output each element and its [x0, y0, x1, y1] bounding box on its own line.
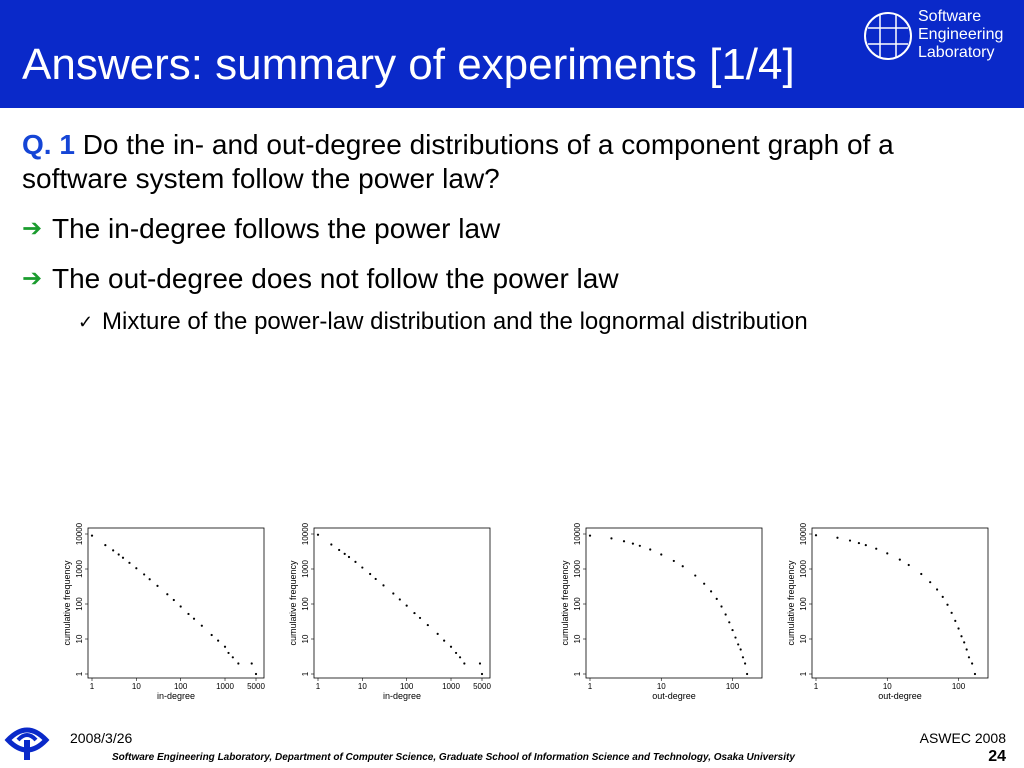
- data-point: [91, 535, 93, 537]
- data-point: [875, 548, 877, 550]
- y-axis-label: cumulative frequency: [786, 560, 796, 646]
- data-point: [639, 545, 641, 547]
- question-text: Do the in- and out-degree distributions of a component graph of a software system follow the power law?: [22, 129, 894, 194]
- data-point: [361, 566, 363, 568]
- y-axis-label: cumulative frequency: [288, 560, 298, 646]
- data-point: [966, 648, 968, 650]
- x-tick-label: 100: [725, 682, 740, 691]
- data-point: [227, 652, 229, 654]
- data-point: [419, 617, 421, 619]
- x-tick-label: 100: [399, 682, 414, 691]
- data-point: [858, 542, 860, 544]
- data-point: [354, 561, 356, 563]
- data-point: [437, 633, 439, 635]
- y-tick-label: 10: [301, 634, 310, 644]
- data-point: [703, 583, 705, 585]
- data-point: [382, 584, 384, 586]
- data-point: [399, 598, 401, 600]
- data-point: [481, 673, 483, 675]
- x-axis-label: in-degree: [156, 691, 196, 701]
- data-point: [455, 652, 457, 654]
- data-point: [682, 565, 684, 567]
- data-point: [908, 564, 910, 566]
- x-axis-label: out-degree: [878, 691, 922, 701]
- data-point: [217, 640, 219, 642]
- data-point: [920, 573, 922, 575]
- data-point: [957, 627, 959, 629]
- data-point: [744, 662, 746, 664]
- x-axis-label: in-degree: [382, 691, 422, 701]
- data-point: [974, 673, 976, 675]
- data-point: [348, 556, 350, 558]
- data-point: [728, 621, 730, 623]
- chart-in-degree-1: [62, 520, 272, 710]
- data-point: [122, 557, 124, 559]
- y-tick-label: 10: [75, 634, 84, 644]
- data-point: [344, 553, 346, 555]
- data-point: [936, 588, 938, 590]
- x-tick-label: 1: [315, 682, 321, 691]
- data-point: [942, 596, 944, 598]
- data-point: [589, 535, 591, 537]
- y-tick-label: 100: [799, 597, 808, 611]
- lab-logo-icon: [862, 10, 914, 62]
- bullet-in-degree: [22, 212, 982, 246]
- data-point: [166, 593, 168, 595]
- arrow-right-icon: ➔: [22, 265, 43, 292]
- logo-text-line: Software: [918, 8, 982, 25]
- header-bar: [0, 0, 1024, 108]
- chart-out-degree-1: [560, 520, 770, 710]
- y-tick-label: 10: [799, 634, 808, 644]
- data-point: [338, 549, 340, 551]
- data-point: [963, 641, 965, 643]
- y-tick-label: 1000: [301, 560, 310, 578]
- data-point: [369, 573, 371, 575]
- data-point: [427, 624, 429, 626]
- data-point: [443, 640, 445, 642]
- data-point: [224, 646, 226, 648]
- data-point: [694, 574, 696, 576]
- data-point: [731, 629, 733, 631]
- data-point: [960, 635, 962, 637]
- data-point: [143, 573, 145, 575]
- chart-in-degree-2: [288, 520, 498, 710]
- y-axis-label: cumulative frequency: [560, 560, 570, 646]
- data-point: [968, 656, 970, 658]
- slide-title: Answers: summary of experiments [1/4]: [22, 40, 795, 89]
- data-point: [660, 553, 662, 555]
- chart-out-degree-2: [786, 520, 996, 710]
- data-point: [187, 613, 189, 615]
- subbullet-mixture: [22, 306, 982, 338]
- data-point: [180, 605, 182, 607]
- data-point: [201, 625, 203, 627]
- data-point: [118, 553, 120, 555]
- question-label: Q. 1: [22, 129, 75, 160]
- data-point: [725, 613, 727, 615]
- x-tick-label: 1: [587, 682, 593, 691]
- data-point: [463, 662, 465, 664]
- chart-svg: [288, 520, 498, 710]
- data-point: [392, 592, 394, 594]
- data-point: [673, 560, 675, 562]
- data-point: [104, 544, 106, 546]
- y-tick-label: 1000: [75, 560, 84, 578]
- plot-frame: [586, 528, 762, 678]
- data-point: [946, 604, 948, 606]
- y-tick-label: 10000: [799, 522, 808, 546]
- data-point: [740, 648, 742, 650]
- x-tick-label: 10: [656, 682, 666, 691]
- x-tick-label: 5000: [247, 682, 265, 691]
- y-tick-label: 10000: [301, 522, 310, 546]
- x-tick-label: 1000: [442, 682, 460, 691]
- data-point: [734, 636, 736, 638]
- data-point: [815, 534, 817, 536]
- x-tick-label: 5000: [473, 682, 491, 691]
- bullet-out-degree: [22, 262, 982, 296]
- data-point: [375, 578, 377, 580]
- data-point: [954, 620, 956, 622]
- y-tick-label: 1: [75, 671, 84, 677]
- data-point: [406, 605, 408, 607]
- data-point: [232, 656, 234, 658]
- x-tick-label: 10: [357, 682, 367, 691]
- data-point: [951, 612, 953, 614]
- data-point: [746, 673, 748, 675]
- data-point: [193, 618, 195, 620]
- x-axis-label: out-degree: [652, 691, 696, 701]
- data-point: [251, 662, 253, 664]
- y-tick-label: 1000: [573, 560, 582, 578]
- x-tick-label: 100: [173, 682, 188, 691]
- data-point: [173, 599, 175, 601]
- software-engineering-lab-logo: [860, 6, 1024, 66]
- x-tick-label: 1000: [216, 682, 234, 691]
- x-tick-label: 100: [951, 682, 966, 691]
- chart-svg: [62, 520, 272, 710]
- data-point: [330, 543, 332, 545]
- bullet-text: The in-degree follows the power law: [52, 213, 501, 244]
- data-point: [737, 643, 739, 645]
- data-point: [156, 585, 158, 587]
- y-tick-label: 1: [799, 671, 808, 677]
- data-point: [632, 543, 634, 545]
- data-point: [836, 537, 838, 539]
- x-tick-label: 1: [813, 682, 819, 691]
- data-point: [413, 612, 415, 614]
- data-point: [459, 656, 461, 658]
- plot-frame: [88, 528, 264, 678]
- data-point: [929, 581, 931, 583]
- y-tick-label: 100: [75, 597, 84, 611]
- data-point: [112, 549, 114, 551]
- footer-conference: ASWEC 2008: [919, 730, 1006, 746]
- y-tick-label: 100: [301, 597, 310, 611]
- bullet-text: The out-degree does not follow the power law: [52, 263, 619, 294]
- y-tick-label: 1: [301, 671, 310, 677]
- data-point: [899, 559, 901, 561]
- data-point: [255, 673, 257, 675]
- y-tick-label: 1: [573, 671, 582, 677]
- data-point: [886, 552, 888, 554]
- data-point: [865, 544, 867, 546]
- chart-svg: [786, 520, 996, 710]
- data-point: [610, 537, 612, 539]
- data-point: [649, 548, 651, 550]
- data-point: [716, 598, 718, 600]
- x-tick-label: 10: [131, 682, 141, 691]
- subbullet-text: Mixture of the power-law distribution and the lognormal distribution: [102, 308, 808, 335]
- question: [22, 128, 982, 196]
- y-tick-label: 1000: [799, 560, 808, 578]
- plot-frame: [812, 528, 988, 678]
- chart-svg: [560, 520, 770, 710]
- data-point: [317, 534, 319, 536]
- y-tick-label: 10000: [75, 522, 84, 546]
- data-point: [971, 662, 973, 664]
- data-point: [237, 662, 239, 664]
- logo-text: [918, 8, 1003, 62]
- plot-frame: [314, 528, 490, 678]
- data-point: [135, 567, 137, 569]
- slide-content: [22, 128, 982, 338]
- data-point: [710, 590, 712, 592]
- data-point: [450, 646, 452, 648]
- university-logo-icon: [4, 718, 50, 764]
- data-point: [742, 656, 744, 658]
- checkmark-icon: ✓: [78, 312, 94, 332]
- arrow-right-icon: ➔: [22, 215, 43, 242]
- data-point: [128, 562, 130, 564]
- logo-text-line: Laboratory: [918, 44, 995, 61]
- footer-affiliation: Software Engineering Laboratory, Department of Computer Science, Graduate School of Information Science and Technology, Osaka University: [112, 752, 795, 763]
- footer-date: 2008/3/26: [70, 730, 133, 746]
- y-tick-label: 10000: [573, 522, 582, 546]
- x-tick-label: 1: [89, 682, 95, 691]
- data-point: [849, 539, 851, 541]
- data-point: [479, 662, 481, 664]
- data-point: [720, 605, 722, 607]
- data-point: [623, 540, 625, 542]
- data-point: [211, 634, 213, 636]
- data-point: [149, 578, 151, 580]
- x-tick-label: 10: [882, 682, 892, 691]
- logo-text-line: Engineering: [918, 26, 1004, 43]
- y-axis-label: cumulative frequency: [62, 560, 72, 646]
- page-number: 24: [988, 748, 1006, 765]
- y-tick-label: 100: [573, 597, 582, 611]
- y-tick-label: 10: [573, 634, 582, 644]
